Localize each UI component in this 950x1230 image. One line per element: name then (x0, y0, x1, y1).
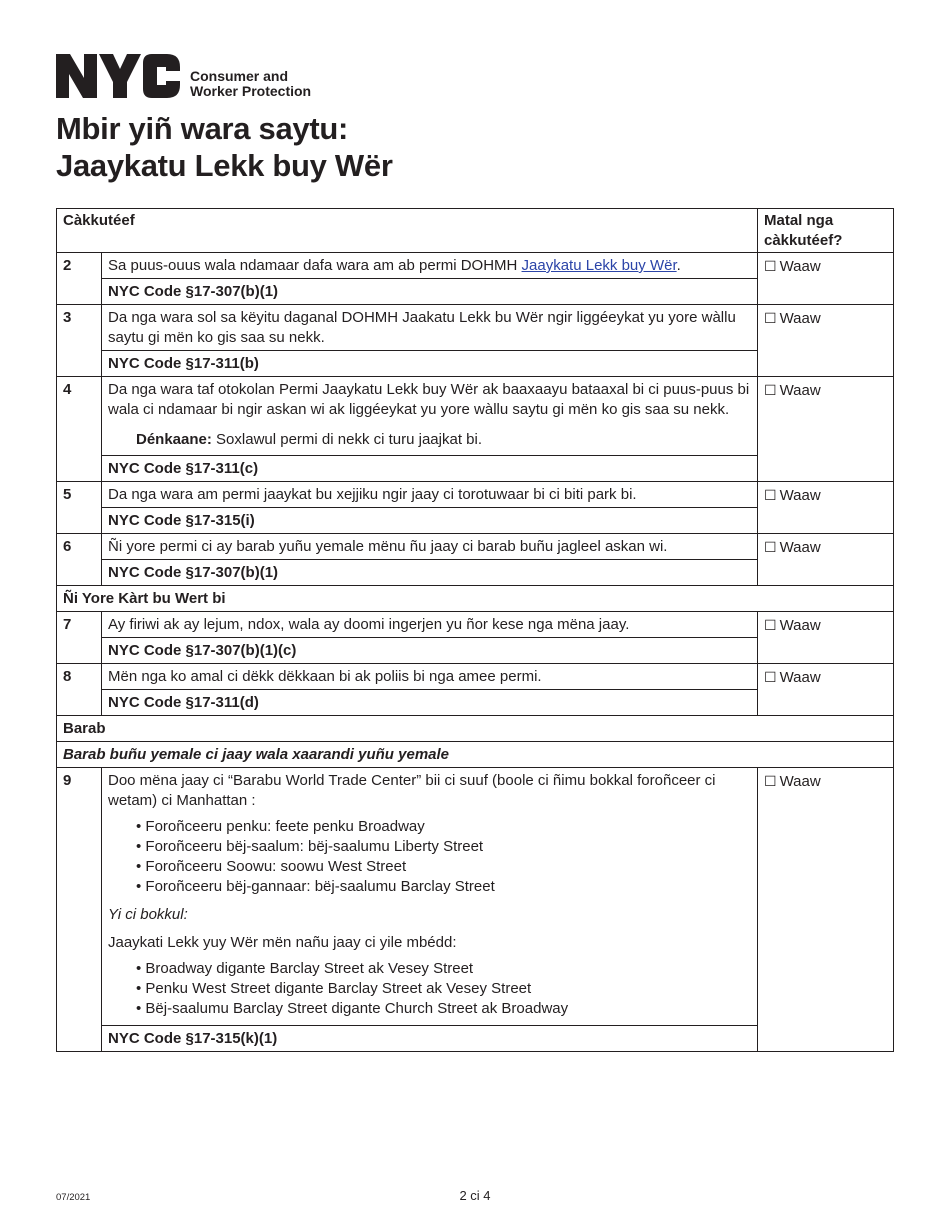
requirement-text-part: Sa puus-ouus wala ndamaar dafa wara am ab permi DOHMH (108, 257, 522, 274)
compliance-column-header (758, 209, 894, 253)
list-item: • Foroñceeru Soowu: soowu West Street (136, 857, 751, 877)
checkbox-icon[interactable]: ☐ (764, 310, 777, 326)
page-title-line1: Mbir yiñ wara saytu: (56, 111, 349, 146)
requirement-text (102, 377, 758, 456)
row-number: 9 (57, 768, 102, 1052)
boundary-list (108, 817, 751, 897)
compliance-header-line1: Matal nga (764, 212, 834, 229)
agency-name-line2: Worker Protection (190, 83, 312, 99)
checkbox-label: Waaw (779, 539, 821, 556)
checkbox-icon[interactable]: ☐ (764, 773, 777, 789)
subsection-row (57, 742, 894, 768)
table-row (57, 664, 894, 690)
checkbox-label: Waaw (779, 258, 821, 275)
code-reference: NYC Code §17-315(k)(1) (102, 1026, 758, 1052)
compliance-cell (758, 612, 894, 664)
street-vendor-permit-link[interactable]: Jaaykatu Lekk buy Wër (521, 257, 677, 274)
requirement-text: Da nga wara sol sa këyitu daganal DOHMH Jaakatu Lekk bu Wër ngir liggéeykat yu yore wàllu saytu gi mën ko gis saa su nekk. (102, 305, 758, 351)
list-item: • Broadway digante Barclay Street ak Vesey Street (136, 959, 751, 979)
note-label: Dénkaane: (136, 431, 212, 448)
list-item: • Foroñceeru bëj-saalum: bëj-saalumu Liberty Street (136, 837, 751, 857)
requirement-text: Ñi yore permi ci ay barab yuñu yemale mënu ñu jaay ci barab buñu jagleel askan wi. (102, 534, 758, 560)
code-reference: NYC Code §17-315(i) (102, 508, 758, 534)
compliance-cell (758, 305, 894, 377)
checkbox-label: Waaw (779, 487, 821, 504)
table-row (57, 768, 894, 1026)
code-reference: NYC Code §17-307(b)(1) (102, 560, 758, 586)
row-number: 5 (57, 482, 102, 534)
code-reference: NYC Code §17-311(d) (102, 690, 758, 716)
checkbox-label: Waaw (779, 773, 821, 790)
code-reference: NYC Code §17-311(b) (102, 351, 758, 377)
table-row (57, 482, 894, 508)
row-number: 2 (57, 253, 102, 305)
checkbox-icon[interactable]: ☐ (764, 258, 777, 274)
compliance-cell (758, 482, 894, 534)
row-number: 8 (57, 664, 102, 716)
checkbox-label: Waaw (779, 617, 821, 634)
checkbox-icon[interactable]: ☐ (764, 669, 777, 685)
table-header-row (57, 209, 894, 253)
table-row (57, 305, 894, 351)
list-item: • Foroñceeru penku: feete penku Broadway (136, 817, 751, 837)
list-item: • Penku West Street digante Barclay Street ak Vesey Street (136, 979, 751, 999)
subsection-heading: Barab buñu yemale ci jaay wala xaarandi yuñu yemale (57, 742, 894, 768)
compliance-cell (758, 534, 894, 586)
checkbox-icon[interactable]: ☐ (764, 617, 777, 633)
requirement-paragraph: Doo mëna jaay ci “Barabu World Trade Center” bii ci suuf (boole ci ñimu bokkal foroñceer ci wetam) ci Manhattan : (108, 772, 716, 809)
checkbox-label: Waaw (779, 669, 821, 686)
compliance-cell (758, 377, 894, 482)
agency-name-line1: Consumer and (190, 68, 289, 84)
code-reference: NYC Code §17-307(b)(1)(c) (102, 638, 758, 664)
checkbox-icon[interactable]: ☐ (764, 487, 777, 503)
list-item: • Foroñceeru bëj-gannaar: bëj-saalumu Barclay Street (136, 877, 751, 897)
requirement-note (136, 430, 751, 450)
code-reference: NYC Code §17-307(b)(1) (102, 279, 758, 305)
page-title-line2: Jaaykatu Lekk buy Wër (56, 148, 393, 183)
checkbox-label: Waaw (779, 310, 821, 327)
compliance-header-line2: càkkutéef? (764, 232, 843, 249)
requirement-text (102, 253, 758, 279)
requirement-text (102, 768, 758, 1026)
page-title (56, 110, 393, 184)
section-row (57, 716, 894, 742)
requirements-table (56, 208, 894, 1052)
row-number: 6 (57, 534, 102, 586)
list-item: • Bëj-saalumu Barclay Street digante Church Street ak Broadway (136, 999, 751, 1019)
nyc-logo-icon (56, 54, 180, 98)
checkbox-label: Waaw (779, 382, 821, 399)
table-row (57, 253, 894, 279)
requirement-text: Da nga wara am permi jaaykat bu xejjiku ngir jaay ci torotuwaar bi ci biti park bi. (102, 482, 758, 508)
revision-date: 07/2021 (56, 1192, 91, 1203)
checkbox-icon[interactable]: ☐ (764, 539, 777, 555)
row-number: 7 (57, 612, 102, 664)
requirement-text: Mën nga ko amal ci dëkk dëkkaan bi ak poliis bi nga amee permi. (102, 664, 758, 690)
compliance-cell (758, 664, 894, 716)
allowed-intro: Jaaykati Lekk yuy Wër mën nañu jaay ci yile mbédd: (108, 934, 457, 951)
section-heading: Barab (57, 716, 894, 742)
requirement-column-header: Càkkutéef (57, 209, 758, 253)
code-reference: NYC Code §17-311(c) (102, 456, 758, 482)
checkbox-icon[interactable]: ☐ (764, 382, 777, 398)
section-heading: Ñi Yore Kàrt bu Wert bi (57, 586, 894, 612)
requirement-text-part: . (676, 257, 681, 274)
requirement-text: Ay firiwi ak ay lejum, ndox, wala ay doomi ingerjen yu ñor kese nga mëna jaay. (102, 612, 758, 638)
table-row (57, 612, 894, 638)
row-number: 4 (57, 377, 102, 482)
allowed-streets-list (108, 959, 751, 1019)
agency-name (190, 69, 311, 99)
table-row (57, 534, 894, 560)
note-text: Soxlawul permi di nekk ci turu jaajkat bi. (211, 431, 482, 448)
table-row (57, 377, 894, 456)
page-number: 2 ci 4 (459, 1188, 491, 1203)
row-number: 3 (57, 305, 102, 377)
section-row (57, 586, 894, 612)
exceptions-label: Yi ci bokkul: (108, 906, 188, 923)
compliance-cell (758, 253, 894, 305)
compliance-cell (758, 768, 894, 1052)
requirement-paragraph: Da nga wara taf otokolan Permi Jaaykatu Lekk buy Wër ak baaxaayu bataaxal bi ci puus-puus bi wala ci ndamaar bi ngir askan wi ak liggéeykat yu yore wàllu saytu gi mën ko gis saa su nekk. (108, 381, 750, 418)
